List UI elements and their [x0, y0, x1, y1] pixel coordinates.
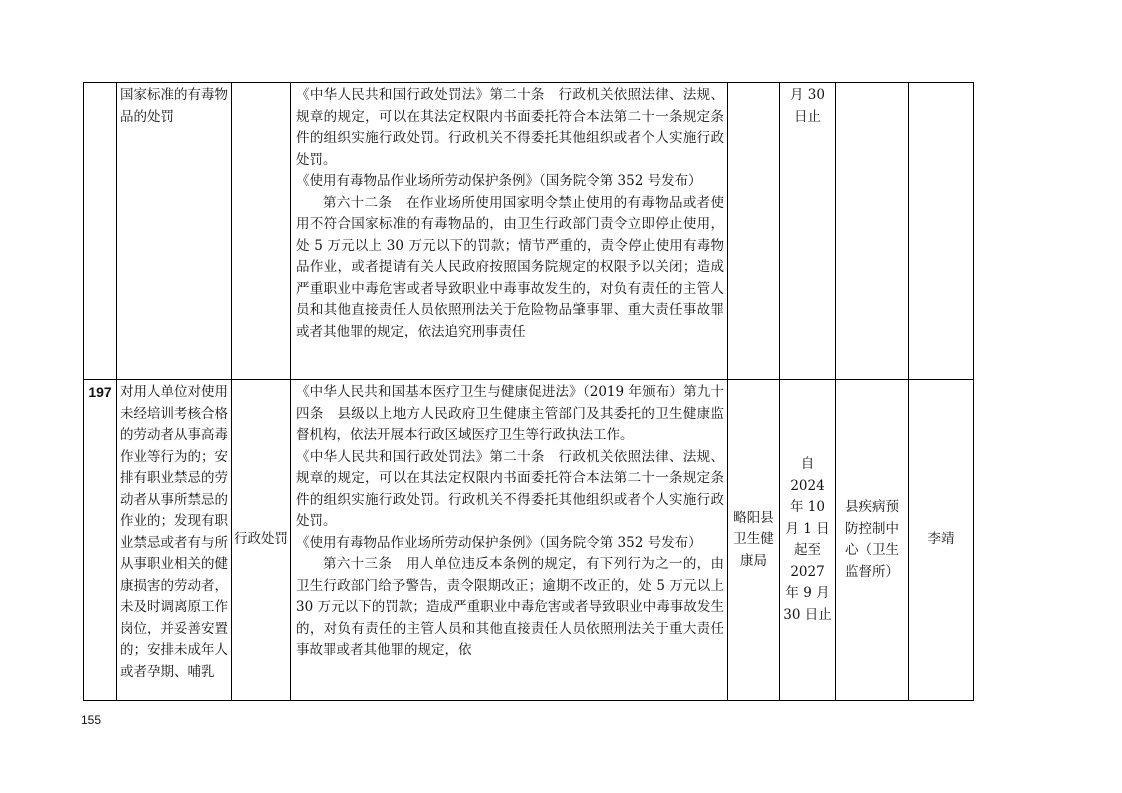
person-cell: 李靖	[909, 380, 974, 701]
date-cell: 自 2024 年 10 月 1 日起至 2027 年 9 月 30 日止	[780, 380, 836, 701]
entrusted-cell	[836, 83, 909, 380]
basis-paragraph: 《使用有毒物品作业场所劳动保护条例》（国务院令第 352 号发布）	[296, 173, 702, 189]
dept-cell: 略阳县卫生健康局	[728, 380, 780, 701]
person-cell	[909, 83, 974, 380]
entrusted-cell: 县疾病预防控制中心（卫生监督所）	[836, 380, 909, 701]
enforcement-table	[83, 82, 974, 701]
basis-paragraph: 《中华人民共和国行政处罚法》第二十条 行政机关依照法律、法规、规章的规定，可以在其法定权限内书面委托符合本法第二十一条规定条件的组织实施行政处罚。行政机关不得委托其他组织或者个人实施行政处罚。	[296, 87, 724, 168]
type-cell	[232, 83, 291, 380]
type-cell: 行政处罚	[232, 380, 291, 701]
date-cell: 月 30 日止	[780, 83, 836, 380]
basis-cell	[291, 83, 728, 380]
basis-paragraph: 《使用有毒物品作业场所劳动保护条例》（国务院令第 352 号发布）	[296, 534, 702, 551]
page-number: 155	[81, 713, 102, 727]
table-row	[84, 83, 974, 380]
row-number-cell: 197	[84, 380, 117, 701]
item-cell: 对用人单位对使用未经培训考核合格的劳动者从事高毒作业等行为的；安排有职业禁忌的劳动者从事所禁忌的作业的；发现有职业禁忌或者有与所从事职业相关的健康损害的劳动者，未及时调离原工作岗位，并妥善安置的；安排未成年人或者孕期、哺乳	[117, 380, 232, 701]
basis-paragraph: 第六十二条 在作业场所使用国家明令禁止使用的有毒物品或者使用不符合国家标准的有毒物品的，由卫生行政部门责令立即停止使用，处 5 万元以上 30 万元以下的罚款；情节严重的，责令停止使用有毒物品作业，或者提请有关人民政府按照国务院规定的权限予以关闭；造成严重职业中毒危害或者导致职业中毒事故发生的，对负有责任的主管人员和其他直接责任人员依照刑法关于危险物品肇事罪、重大责任事故罪或者其他罪的规定，依法追究刑事责任	[296, 194, 724, 340]
basis-cell	[291, 380, 728, 701]
item-cell: 国家标准的有毒物品的处罚	[117, 83, 232, 380]
basis-paragraph: 《中华人民共和国行政处罚法》第二十条 行政机关依照法律、法规、规章的规定，可以在其法定权限内书面委托符合本法第二十一条规定条件的组织实施行政处罚。行政机关不得委托其他组织或者个人实施行政处罚。	[296, 448, 724, 529]
basis-paragraph: 《中华人民共和国基本医疗卫生与健康促进法》（2019 年颁布）第九十四条 县级以上地方人民政府卫生健康主管部门及其委托的卫生健康监督机构，依法开展本行政区域医疗卫生等行政执法工作。	[296, 384, 724, 443]
dept-cell	[728, 83, 780, 380]
basis-paragraph: 第六十三条 用人单位违反本条例的规定，有下列行为之一的，由卫生行政部门给予警告，责令限期改正；逾期不改正的，处 5 万元以上 30 万元以下的罚款；造成严重职业中毒危害或者导致职业中毒事故发生的，对负有责任的主管人员和其他直接责任人员依照刑法关于重大责任事故罪或者其他罪的规定，依	[296, 556, 724, 658]
table-row	[84, 380, 974, 701]
row-number-cell	[84, 83, 117, 380]
